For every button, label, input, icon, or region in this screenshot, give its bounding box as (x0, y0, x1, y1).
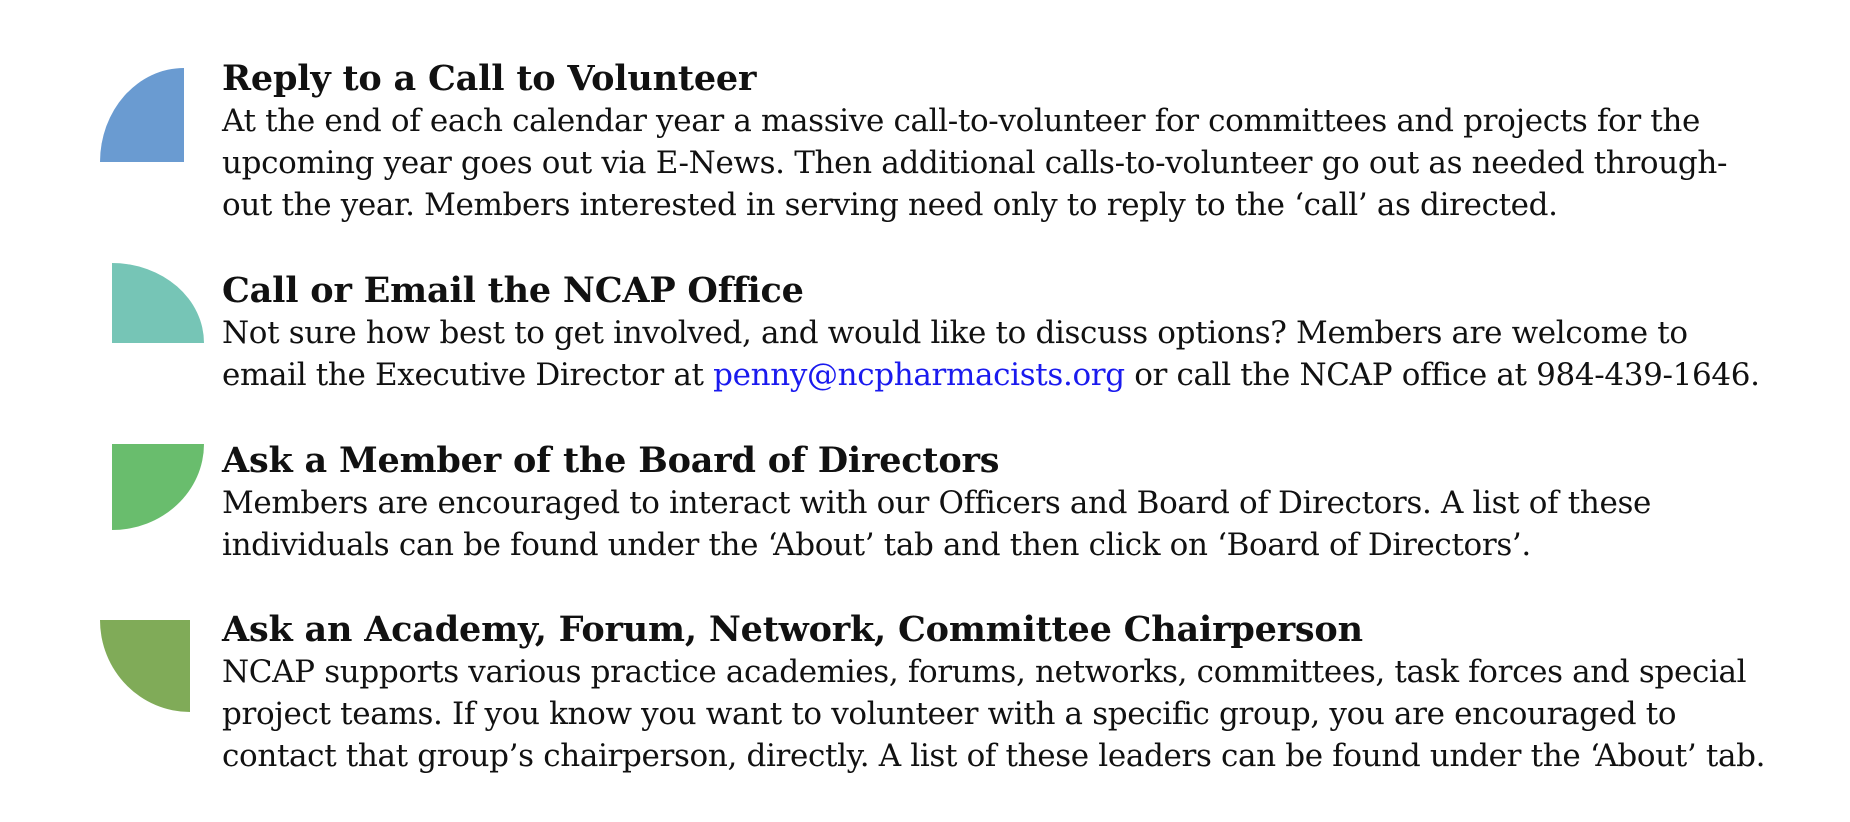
item-1-line-1: At the end of each calendar year a massive call-to-volunteer for committees and projects for the (222, 103, 1701, 139)
item-3-line-1: Members are encouraged to interact with our Officers and Board of Directors. A list of these (222, 485, 1652, 521)
quarter-circle-shape (112, 263, 204, 343)
item-2-line-2 (222, 354, 1822, 396)
quarter-circle-bottom-right-icon (98, 618, 192, 714)
quarter-circle-bottom-left-icon (110, 442, 206, 532)
item-2-line-1: Not sure how best to get involved, and would like to discuss options? Members are welcome to (222, 315, 1688, 351)
item-3-heading: Ask a Member of the Board of Directors (222, 440, 1000, 481)
quarter-circle-shape (100, 68, 184, 162)
item-1-heading: Reply to a Call to Volunteer (222, 58, 757, 99)
item-1-line-2: upcoming year goes out via E-News. Then additional calls-to-volunteer go out as needed through- (222, 145, 1728, 181)
item-2-heading: Call or Email the NCAP Office (222, 270, 804, 311)
quarter-circle-top-left-icon (110, 261, 206, 345)
email-link[interactable]: penny@ncpharmacists.org (713, 357, 1125, 393)
item-4-line-2: project teams. If you know you want to volunteer with a specific group, you are encouraged to (222, 696, 1677, 732)
item-4-line-1: NCAP supports various practice academies, forums, networks, committees, task forces and special (222, 654, 1747, 690)
quarter-circle-shape (112, 444, 204, 530)
item-2-line-2-before: email the Executive Director at (222, 357, 714, 393)
item-4-line-3: contact that group’s chairperson, directly. A list of these leaders can be found under the ‘About’ tab. (222, 738, 1766, 774)
quarter-circle-shape (100, 620, 190, 712)
item-2-line-2-after: or call the NCAP office at 984-439-1646. (1124, 357, 1760, 393)
quarter-circle-top-right-icon (98, 66, 186, 164)
item-1-line-3: out the year. Members interested in serving need only to reply to the ‘call’ as directed. (222, 187, 1558, 223)
item-3-line-2: individuals can be found under the ‘About’ tab and then click on ‘Board of Directors’. (222, 527, 1531, 563)
item-4-heading: Ask an Academy, Forum, Network, Committee Chairperson (222, 609, 1363, 650)
